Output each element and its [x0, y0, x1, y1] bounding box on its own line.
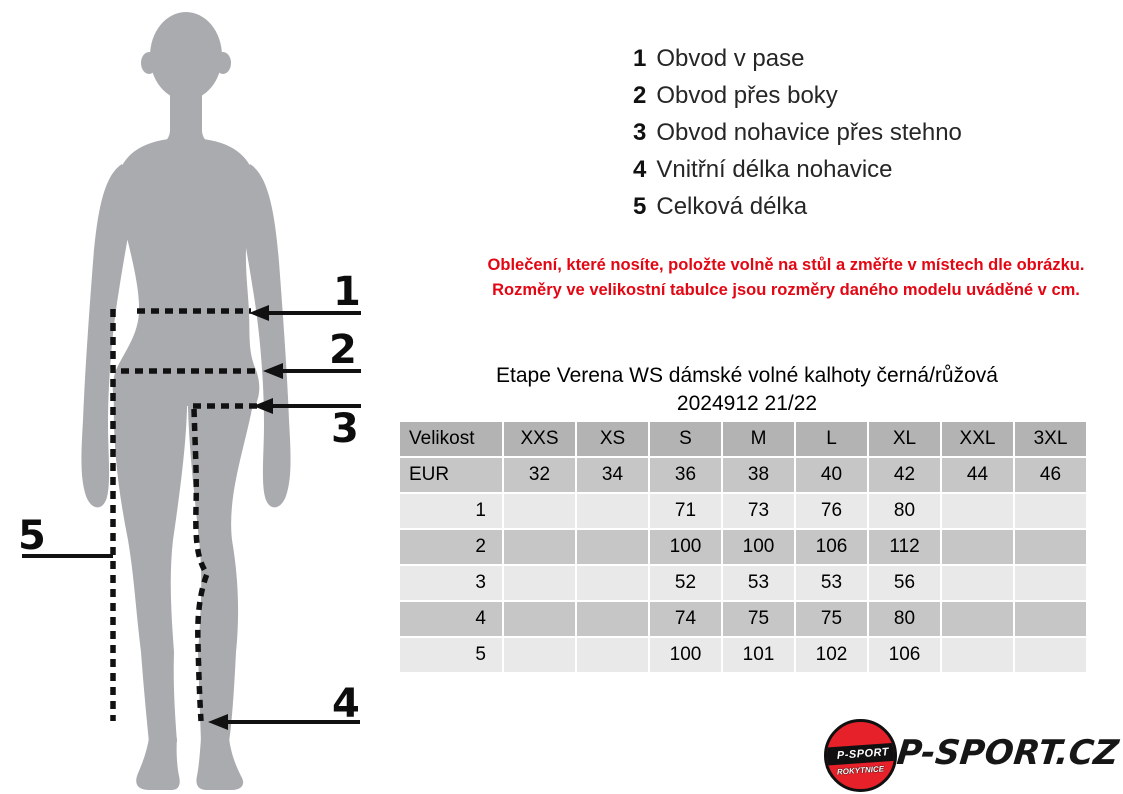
- size-cell: 40: [796, 458, 867, 492]
- size-cell: 42: [869, 458, 940, 492]
- body-measurement-diagram: [0, 0, 400, 794]
- size-cell: 53: [796, 566, 867, 600]
- badge-top-text: P-SPORT: [836, 746, 890, 762]
- size-table-row: [400, 458, 1086, 492]
- size-column-header: XL: [869, 422, 940, 456]
- size-cell: [942, 530, 1013, 564]
- size-table-row: [400, 566, 1086, 600]
- badge-bottom-text: ROKYTNICE: [836, 764, 885, 777]
- size-cell: [577, 602, 648, 636]
- size-cell: [942, 566, 1013, 600]
- figure-marker-1: 1: [333, 269, 361, 315]
- size-column-header: XXL: [942, 422, 1013, 456]
- size-cell: [577, 566, 648, 600]
- size-cell: 74: [650, 602, 721, 636]
- size-cell: 46: [1015, 458, 1086, 492]
- size-cell: 36: [650, 458, 721, 492]
- size-cell: [504, 602, 575, 636]
- size-cell: 56: [869, 566, 940, 600]
- legend-number: 3: [633, 118, 647, 146]
- size-table-row: [400, 602, 1086, 636]
- size-column-header: Velikost: [400, 422, 502, 456]
- size-cell: [1015, 566, 1086, 600]
- size-column-header: XS: [577, 422, 648, 456]
- legend-number: 2: [633, 81, 647, 109]
- size-cell: [942, 494, 1013, 528]
- legend-number: 5: [633, 192, 647, 220]
- measurement-legend: [633, 40, 962, 225]
- size-table-row: [400, 530, 1086, 564]
- legend-label: Vnitřní délka nohavice: [656, 155, 893, 183]
- size-cell: 112: [869, 530, 940, 564]
- figure-marker-3: 3: [331, 406, 359, 452]
- product-name: Etape Verena WS dámské volné kalhoty černá/růžová: [496, 364, 998, 387]
- size-row-label: 5: [400, 638, 502, 672]
- size-cell: 100: [723, 530, 794, 564]
- size-cell: 32: [504, 458, 575, 492]
- badge-band: [824, 742, 897, 766]
- size-table: [398, 420, 1088, 674]
- size-cell: 80: [869, 494, 940, 528]
- size-cell: 76: [796, 494, 867, 528]
- legend-label: Obvod v pase: [656, 44, 805, 72]
- legend-item: [633, 40, 962, 77]
- size-column-header: XXS: [504, 422, 575, 456]
- product-title-block: [398, 362, 1096, 418]
- size-cell: 80: [869, 602, 940, 636]
- size-cell: 71: [650, 494, 721, 528]
- size-table-row: [400, 638, 1086, 672]
- size-cell: 73: [723, 494, 794, 528]
- psport-wordmark: P-SPORT.CZ: [894, 733, 1121, 773]
- size-cell: [942, 638, 1013, 672]
- size-cell: 52: [650, 566, 721, 600]
- size-cell: 102: [796, 638, 867, 672]
- size-cell: [577, 494, 648, 528]
- instructions-line1: Oblečení, které nosíte, položte volně na stůl a změřte v místech dle obrázku.: [487, 256, 1085, 274]
- size-cell: 101: [723, 638, 794, 672]
- size-table-header-row: [400, 422, 1086, 456]
- legend-label: Obvod nohavice přes stehno: [656, 118, 962, 146]
- size-cell: [577, 638, 648, 672]
- size-cell: 44: [942, 458, 1013, 492]
- legend-label: Obvod přes boky: [656, 81, 838, 109]
- size-cell: 75: [796, 602, 867, 636]
- figure-marker-5: 5: [18, 513, 46, 559]
- size-row-label: 3: [400, 566, 502, 600]
- figure-marker-4: 4: [332, 681, 360, 727]
- size-cell: [504, 566, 575, 600]
- legend-number: 1: [633, 44, 647, 72]
- size-row-label: EUR: [400, 458, 502, 492]
- size-cell: 106: [796, 530, 867, 564]
- legend-item: [633, 77, 962, 114]
- size-table-row: [400, 494, 1086, 528]
- size-cell: 75: [723, 602, 794, 636]
- legend-item: [633, 114, 962, 151]
- size-cell: [504, 638, 575, 672]
- size-cell: 100: [650, 638, 721, 672]
- size-column-header: L: [796, 422, 867, 456]
- size-column-header: 3XL: [1015, 422, 1086, 456]
- size-column-header: M: [723, 422, 794, 456]
- size-cell: [942, 602, 1013, 636]
- size-cell: [504, 494, 575, 528]
- instructions-line2: Rozměry ve velikostní tabulce jsou rozměry daného modelu uváděné v cm.: [492, 281, 1080, 299]
- product-code: 2024912 21/22: [676, 392, 818, 415]
- size-cell: 106: [869, 638, 940, 672]
- size-row-label: 1: [400, 494, 502, 528]
- size-cell: 100: [650, 530, 721, 564]
- size-cell: 34: [577, 458, 648, 492]
- legend-number: 4: [633, 155, 647, 183]
- size-cell: [1015, 494, 1086, 528]
- size-cell: [1015, 602, 1086, 636]
- size-cell: [577, 530, 648, 564]
- size-cell: [1015, 530, 1086, 564]
- size-column-header: S: [650, 422, 721, 456]
- legend-item: [633, 151, 962, 188]
- size-cell: 38: [723, 458, 794, 492]
- size-cell: [1015, 638, 1086, 672]
- figure-marker-2: 2: [329, 327, 357, 373]
- legend-label: Celková délka: [656, 192, 808, 220]
- size-cell: 53: [723, 566, 794, 600]
- size-row-label: 4: [400, 602, 502, 636]
- size-cell: [504, 530, 575, 564]
- legend-item: [633, 188, 962, 225]
- psport-badge-icon: [824, 719, 897, 792]
- measurement-instructions: [450, 253, 1122, 303]
- size-row-label: 2: [400, 530, 502, 564]
